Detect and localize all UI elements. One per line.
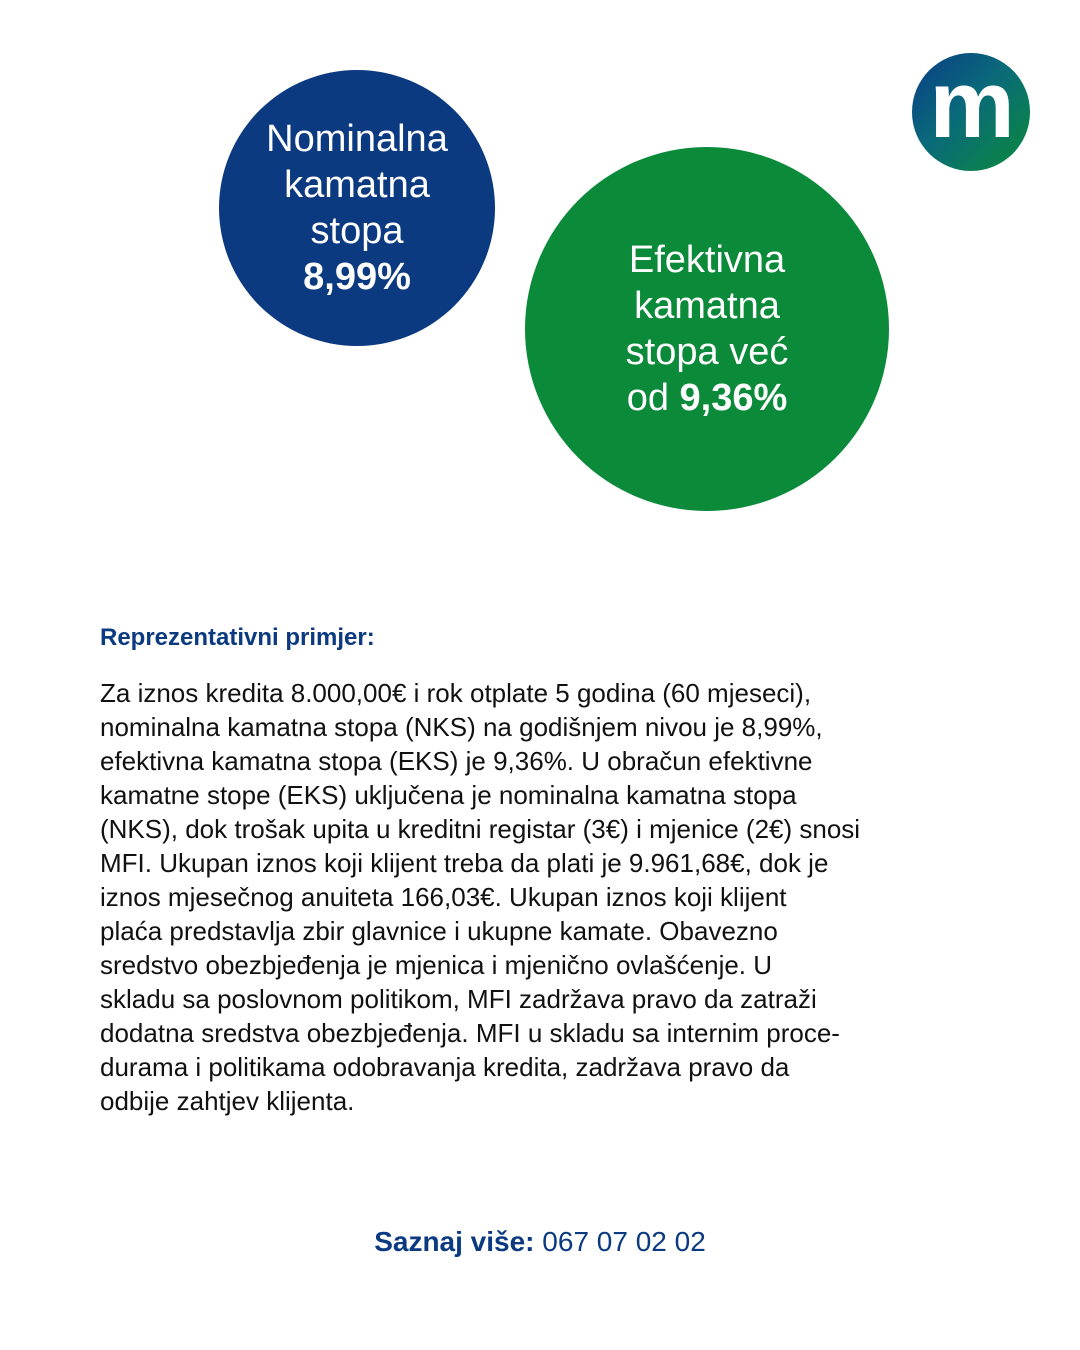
example-line: efektivna kamatna stopa (EKS) je 9,36%. U obračun efektivne xyxy=(100,746,813,776)
example-line: durama i politikama odobravanja kredita, zadržava pravo da xyxy=(100,1052,790,1082)
example-line: Za iznos kredita 8.000,00€ i rok otplate 5 godina (60 mjeseci), xyxy=(100,678,812,708)
effective-rate-prefix: od xyxy=(626,377,680,419)
example-line: sredstvo obezbjeđenja je mjenica i mjenično ovlašćenje. U xyxy=(100,950,773,980)
example-line: odbije zahtjev klijenta. xyxy=(100,1086,355,1116)
nominal-rate-line3: stopa xyxy=(310,210,404,252)
nominal-rate-circle xyxy=(219,70,495,346)
contact-phone[interactable]: 067 07 02 02 xyxy=(534,1226,706,1257)
effective-rate-line1: Efektivna xyxy=(628,239,786,281)
example-line: iznos mjesečnog anuiteta 166,03€. Ukupan iznos koji klijent xyxy=(100,882,787,912)
example-line: MFI. Ukupan iznos koji klijent treba da plati je 9.961,68€, dok je xyxy=(100,848,829,878)
example-line: (NKS), dok trošak upita u kreditni registar (3€) i mjenice (2€) snosi xyxy=(100,814,861,844)
example-line: nominalna kamatna stopa (NKS) na godišnjem nivou je 8,99%, xyxy=(100,712,823,742)
nominal-rate-line2: kamatna xyxy=(284,164,430,206)
effective-rate-circle xyxy=(525,147,889,511)
example-title: Reprezentativni primjer: xyxy=(100,624,375,651)
effective-rate-text xyxy=(626,237,789,421)
effective-rate-line2: kamatna xyxy=(634,285,780,327)
contact-label: Saznaj više: xyxy=(374,1226,535,1257)
contact-footer xyxy=(0,1226,1080,1258)
effective-rate-line3: stopa već xyxy=(625,331,789,373)
effective-rate-value: 9,36% xyxy=(679,377,788,419)
example-line: skladu sa poslovnom politikom, MFI zadržava pravo da zatraži xyxy=(100,984,817,1014)
brand-logo xyxy=(912,53,1030,171)
example-line: kamatne stope (EKS) uključena je nominalna kamatna stopa xyxy=(100,780,797,810)
brand-logo-icon: m xyxy=(929,51,1013,158)
example-line: dodatna sredstva obezbjeđenja. MFI u skladu sa internim proce- xyxy=(100,1018,840,1048)
example-line: plaća predstavlja zbir glavnice i ukupne kamate. Obavezno xyxy=(100,916,778,946)
nominal-rate-line1: Nominalna xyxy=(266,118,448,160)
example-body xyxy=(100,676,1000,1118)
nominal-rate-value: 8,99% xyxy=(303,256,411,298)
nominal-rate-text xyxy=(266,116,448,300)
